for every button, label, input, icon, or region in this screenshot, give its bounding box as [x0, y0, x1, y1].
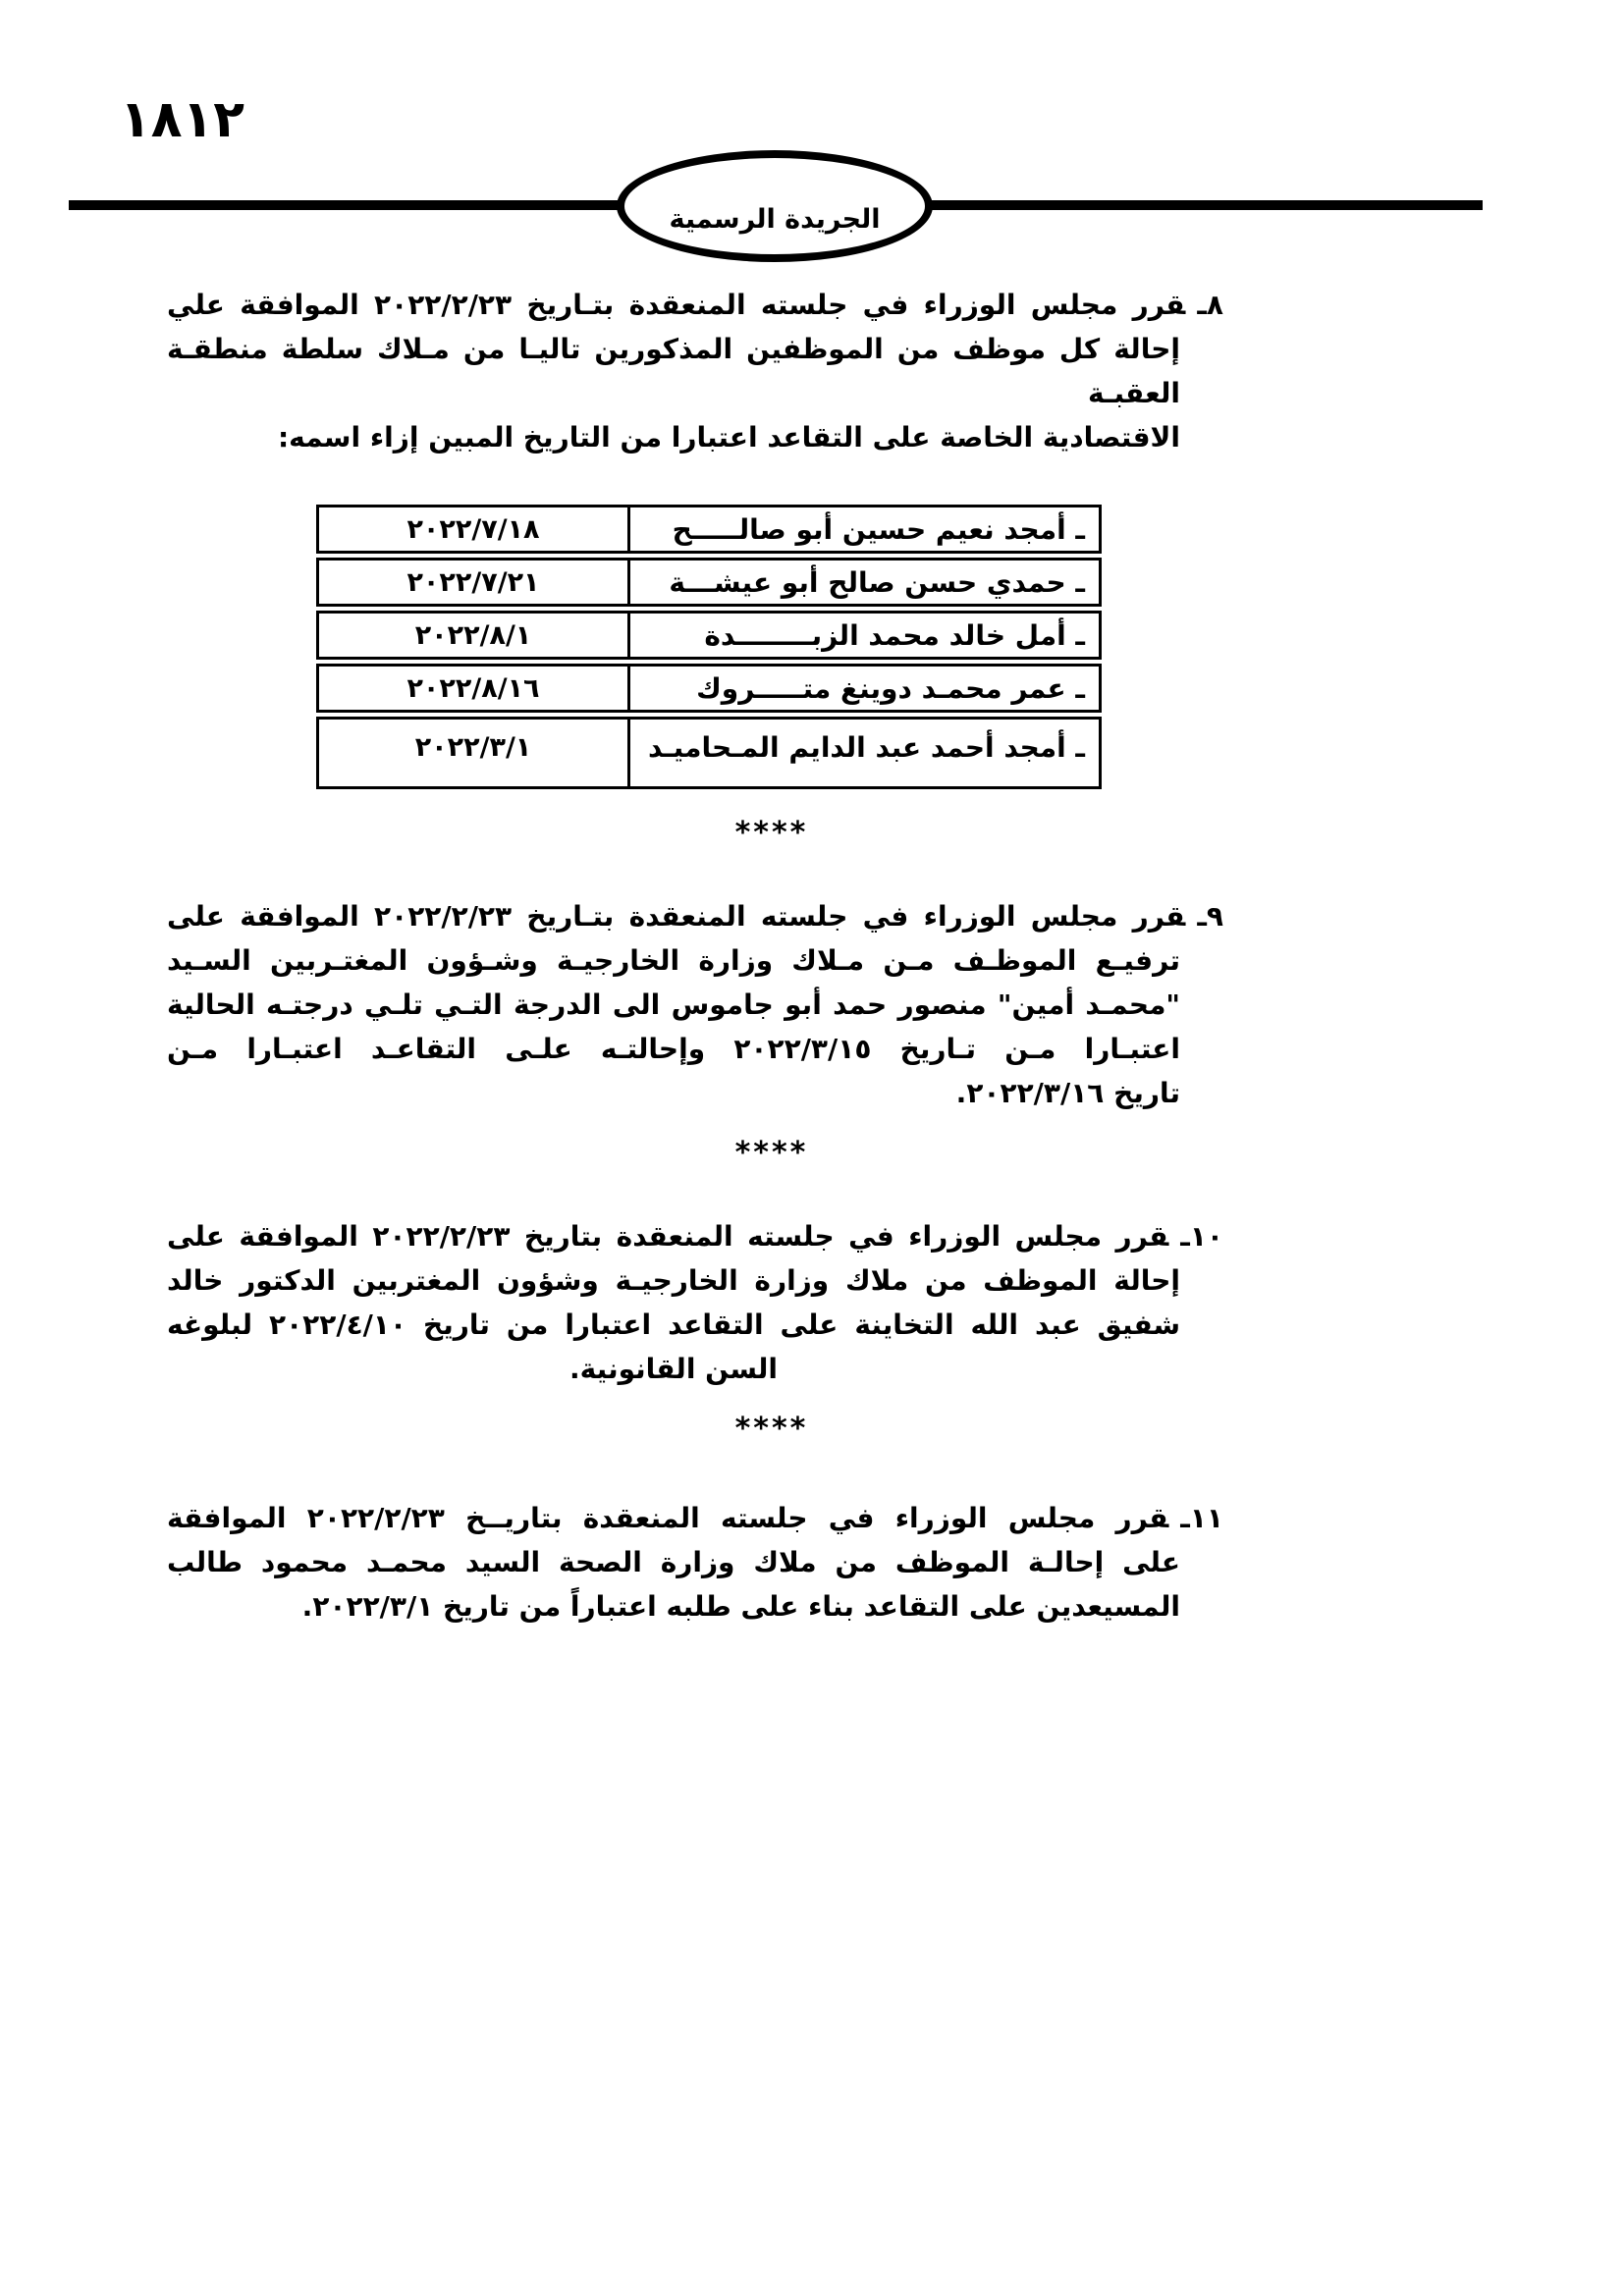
table-row — [316, 558, 1102, 607]
employee-name-cell: ـ حمدي حسن صالح أبو عيشـــة — [627, 561, 1099, 604]
section-separator: **** — [734, 1136, 809, 1170]
decision-line: ترفيـع الموظـف مـن مـلاك وزارة الخارجيـة وشـؤون المغتـربين السـيد — [167, 944, 1180, 977]
decision-line: إحالة الموظف من ملاك وزارة الخارجيـة وشؤون المغتربين الدكتور خالد — [167, 1264, 1180, 1297]
decision-line: شفيق عبد الله التخاينة على التقاعد اعتبارا من تاريخ ٢٠٢٢/٤/١٠ لبلوغه — [167, 1308, 1180, 1341]
decision-line — [167, 1214, 1223, 1258]
section-separator: **** — [734, 1412, 809, 1446]
decision-line: اعتبـارا مـن تـاريخ ٢٠٢٢/٣/١٥ وإحالتـه علـى التقاعـد اعتبـارا مـن — [167, 1033, 1180, 1065]
retirement-date-cell: ٢٠٢٢/٨/١٦ — [406, 672, 540, 704]
decision-item-10 — [167, 1214, 1223, 1391]
decision-text: قرر مجلس الوزراء في جلسته المنعقدة بتـاريخ ٢٠٢٢/٢/٢٣ الموافقة علي — [167, 289, 1186, 321]
decision-line — [167, 1496, 1223, 1540]
decision-line — [167, 894, 1223, 938]
decision-line: إحالة كل موظف من الموظفين المذكورين تاليـا من مـلاك سلطة منطقـة العقبـة — [167, 333, 1180, 409]
table-row — [316, 611, 1102, 660]
table-row — [316, 664, 1102, 713]
employee-name-cell: ـ أمجد نعيم حسين أبو صالـــــح — [627, 507, 1099, 551]
decision-text: قرر مجلس الوزراء في جلسته المنعقدة بتـاريخ ٢٠٢٢/٢/٢٣ الموافقة على — [167, 900, 1186, 933]
retirement-date-cell: ٢٠٢٢/٣/١ — [414, 732, 532, 763]
decision-line: "محمـد أمين" منصور حمد أبو جاموس الى الدرجة التـي تلـي درجتـه الحالية — [167, 988, 1180, 1021]
decision-line: تاريخ ٢٠٢٢/٣/١٦. — [955, 1077, 1180, 1109]
table-row — [316, 505, 1102, 554]
gazette-oval — [617, 150, 933, 262]
gazette-title: الجريدة الرسمية — [669, 203, 881, 235]
decision-number: ١٠ـ — [1180, 1220, 1223, 1253]
decision-line: السن القانونية. — [569, 1353, 778, 1385]
decision-line: على إحالـة الموظف من ملاك وزارة الصحة السيد محمـد محمود طالب — [167, 1546, 1180, 1578]
employee-name-cell: ـ عمر محمـد دوينغ متـــــروك — [627, 667, 1099, 710]
decision-line — [167, 283, 1223, 327]
employee-name-cell: ـ أمجد أحمد عبد الدايم المـحاميـد — [627, 720, 1099, 786]
employee-name-cell: ـ أمل خالد محمد الزبــــــــدة — [627, 614, 1099, 657]
decision-number: ١١ـ — [1180, 1502, 1224, 1534]
decision-text: قرر مجلس الوزراء في جلسته المنعقدة بتاريخ ٢٠٢٢/٢/٢٣ الموافقة على — [167, 1220, 1169, 1253]
content-area — [167, 283, 1223, 1629]
retirement-table — [316, 505, 1102, 789]
decision-text: قرر مجلس الوزراء في جلسته المنعقدة بتاريــخ ٢٠٢٢/٢/٢٣ الموافقة — [167, 1502, 1169, 1534]
decision-number: ٩ـ — [1197, 900, 1223, 933]
decision-number: ٨ـ — [1197, 289, 1223, 321]
decision-line: المسيعدين على التقاعد بناء على طلبه اعتباراً من تاريخ ٢٠٢٢/٣/١. — [301, 1590, 1180, 1623]
page-number: ١٨١٢ — [120, 90, 244, 149]
retirement-date-cell: ٢٠٢٢/٨/١ — [414, 619, 532, 651]
retirement-date-cell: ٢٠٢٢/٧/١٨ — [406, 513, 540, 545]
decision-line: الاقتصادية الخاصة على التقاعد اعتبارا من التاريخ المبين إزاء اسمه: — [277, 421, 1180, 454]
decision-item-9 — [167, 894, 1223, 1115]
decision-item-8 — [167, 283, 1223, 459]
table-row — [316, 717, 1102, 789]
retirement-date-cell: ٢٠٢٢/٧/٢١ — [406, 566, 540, 598]
section-separator: **** — [734, 816, 809, 850]
decision-item-11 — [167, 1496, 1223, 1629]
